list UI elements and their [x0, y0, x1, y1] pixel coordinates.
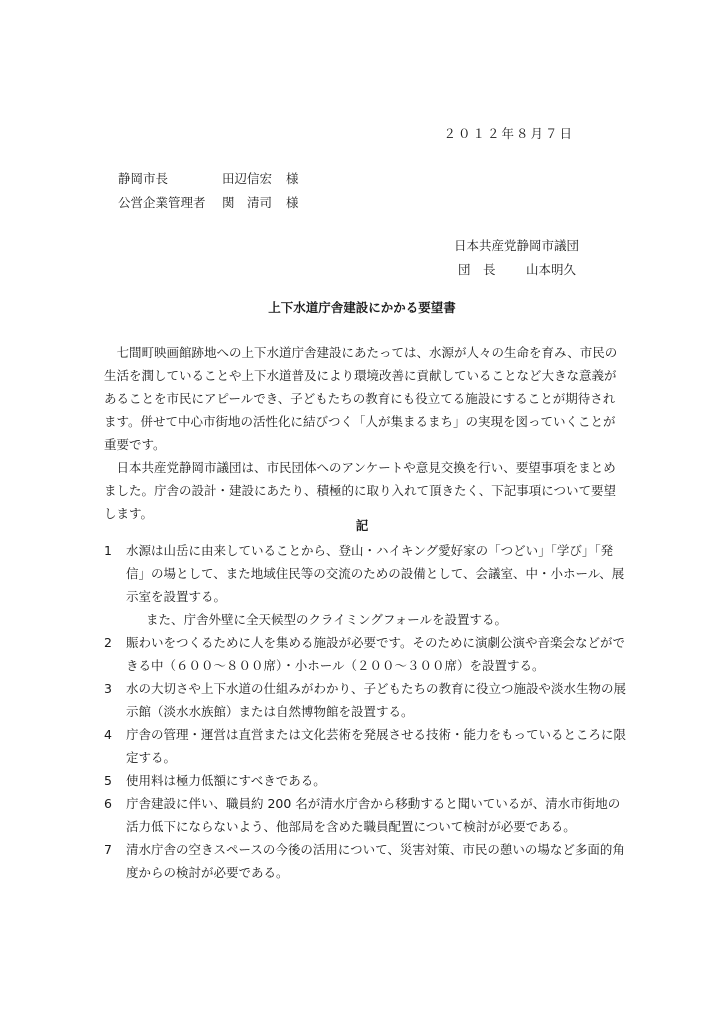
item-number: 6 [104, 796, 112, 811]
request-item [104, 769, 626, 792]
request-item [104, 723, 626, 769]
item-note: また、庁舎外壁に全天候型のクライミングフォールを設置する。 [146, 612, 508, 627]
recipient-role: 公営企業管理者 [118, 195, 206, 210]
sender-representative [454, 260, 576, 278]
sender-role: 団 長 [458, 262, 496, 277]
item-text: 賑わいをつくるために人を集める施設が必要です。そのために演劇公演や音楽会などができる中（６００～８００席）・小ホール（２００～３００席）を設置する。 [126, 635, 626, 673]
sender-name: 山本明久 [526, 262, 577, 277]
item-text: 使用料は極力低額にすべきである。 [126, 773, 326, 788]
item-text: 庁舎の管理・運営は直営または文化芸術を発展させる技術・能力をもっているところに限定する。 [126, 727, 627, 765]
recipient-honorific: 様 [286, 171, 299, 186]
recipient-mayor [118, 169, 299, 187]
recipient-name: 田辺信宏 [222, 171, 273, 186]
document-date: ２０１２年８月７日 [443, 126, 574, 141]
document-title: 上下水道庁舎建設にかかる要望書 [268, 300, 456, 315]
item-text: 清水庁舎の空きスペースの今後の活用について、災害対策、市民の憩いの場など多面的角度からの検討が必要である。 [126, 842, 625, 880]
item-text: 庁舎建設に伴い、職員約 200 名が清水庁舎から移動すると聞いているが、清水市街地の活力低下にならないよう、他部局を含めた職員配置について検討が必要である。 [126, 796, 621, 834]
ki-heading: 記 [355, 518, 369, 533]
item-text: 水の大切さや上下水道の仕組みがわかり、子どもたちの教育に役立つ施設や淡水生物の展示館（淡水水族館）または自然博物館を設置する。 [126, 681, 627, 719]
request-item [104, 838, 626, 884]
item-number: 3 [104, 681, 112, 696]
request-item [104, 792, 626, 838]
recipient-name: 関 清司 [222, 195, 273, 210]
request-items-list [104, 539, 626, 884]
item-number: 4 [104, 727, 112, 742]
request-item [104, 677, 626, 723]
intro-paragraph: 七間町映画館跡地への上下水道庁舎建設にあたっては、水源が人々の生命を育み、市民の生活を潤していることや上下水道普及により環境改善に貢献していることなど大きな意義があることを市民にアピールでき、子どもたちの教育にも役立てる施設にすることが期待されます。併せて中心市街地の活性化に結びつく「人が集まるまち」の実現を図っていくことが重要です。 [104, 345, 618, 452]
recipient-enterprise-manager [118, 193, 299, 211]
request-item [104, 631, 626, 677]
item-number: 5 [104, 773, 112, 788]
item-number: 2 [104, 635, 112, 650]
intro-paragraph: 日本共産党静岡市議団は、市民団体へのアンケートや意見交換を行い、要望事項をまとめました。庁舎の設計・建設にあたり、積極的に取り入れて頂きたく、下記事項について要望します。 [104, 460, 617, 521]
intro-section [104, 341, 624, 525]
item-number: 1 [104, 543, 112, 558]
item-number: 7 [104, 842, 112, 857]
recipient-role: 静岡市長 [118, 171, 169, 186]
request-item [104, 539, 626, 608]
item-text: 水源は山岳に由来していることから、登山・ハイキング愛好家の「つどい」「学び」「発信」の場として、また地域住民等の交流のための設備として、会議室、中・小ホール、展示室を設置する。 [126, 543, 625, 604]
sender-organization: 日本共産党静岡市議団 [454, 238, 580, 253]
recipient-honorific: 様 [286, 195, 299, 210]
